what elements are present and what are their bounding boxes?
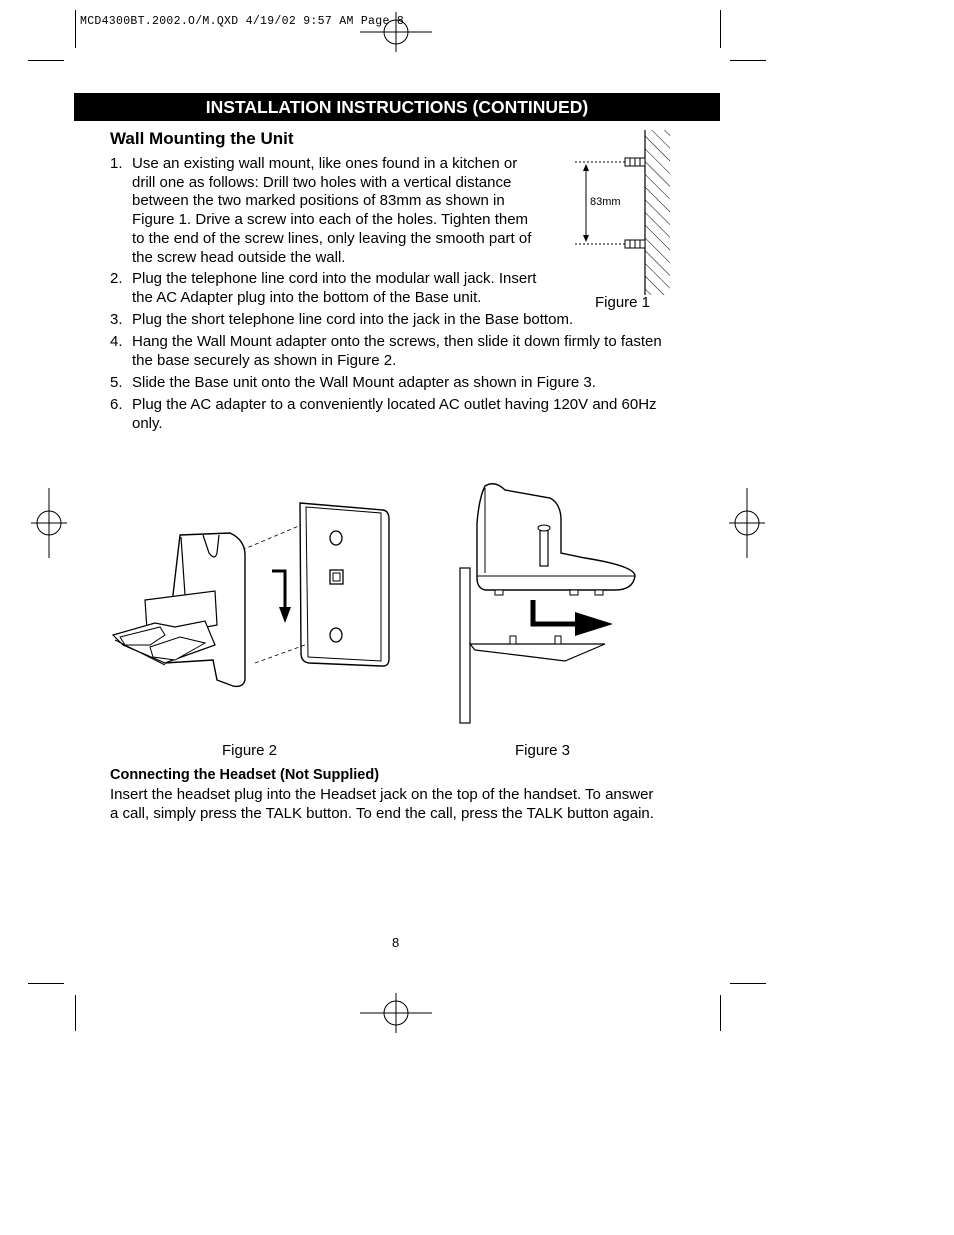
registration-mark-right: [729, 488, 765, 558]
figure-3-illustration: [455, 478, 625, 728]
section-title: Wall Mounting the Unit: [110, 129, 294, 148]
page-number: 8: [392, 935, 400, 950]
figure-1-dimension-label: 83mm: [590, 196, 621, 208]
registration-mark-left: [31, 488, 67, 558]
file-slug: MCD4300BT.2002.O/M.QXD 4/19/02 9:57 AM Page 8: [80, 15, 405, 28]
registration-mark-top: [360, 12, 432, 52]
figure-2-illustration: [105, 495, 405, 695]
headset-paragraph: Insert the headset plug into the Headset jack on the top of the handset. To answer a call, simply press the TALK button. To end the call, press the TALK button again.: [110, 786, 654, 822]
registration-mark-bottom: [360, 993, 432, 1033]
section-header-bar: INSTALLATION INSTRUCTIONS (CONTINUED): [74, 93, 720, 121]
figure-1-caption: Figure 1: [595, 294, 651, 311]
headset-section-title: Connecting the Headset (Not Supplied): [110, 767, 380, 783]
figure-3-caption: Figure 3: [515, 742, 571, 759]
figure-1-wall-diagram: [570, 125, 680, 300]
figure-2-caption: Figure 2: [222, 742, 278, 759]
